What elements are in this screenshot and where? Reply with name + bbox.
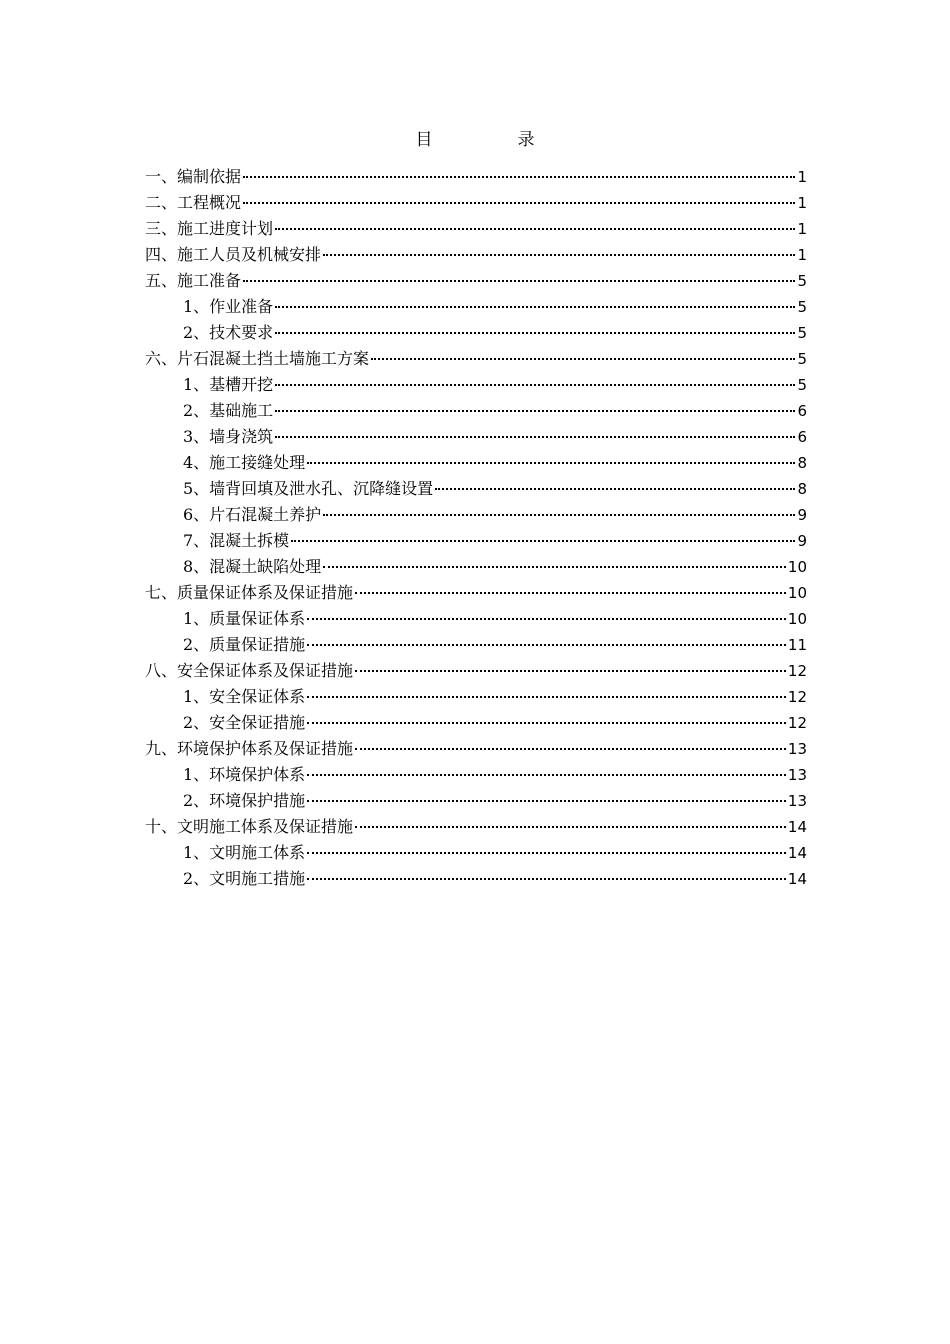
toc-entry-label: 2、基础施工 (183, 401, 274, 420)
toc-entry[interactable] (145, 736, 807, 762)
toc-entry-label: 2、安全保证措施 (183, 713, 306, 732)
toc-entry-label: 2、环境保护措施 (183, 791, 306, 810)
toc-dot-leader (323, 566, 786, 568)
toc-dot-leader (275, 410, 795, 412)
toc-page-number: 10 (787, 610, 807, 628)
toc-entry[interactable] (145, 164, 807, 190)
toc-subentry[interactable] (145, 372, 807, 398)
toc-page-number: 1 (797, 246, 807, 264)
toc-entry[interactable] (145, 658, 807, 684)
toc-subentry[interactable] (145, 398, 807, 424)
toc-page-number: 10 (787, 558, 807, 576)
toc-entry-label: 二、工程概况 (145, 193, 242, 212)
toc-subentry[interactable] (145, 632, 807, 658)
toc-dot-leader (355, 592, 786, 594)
toc-subentry[interactable] (145, 502, 807, 528)
toc-dot-leader (291, 540, 795, 542)
toc-page-number: 14 (787, 818, 807, 836)
toc-dot-leader (275, 332, 795, 334)
toc-subentry[interactable] (145, 528, 807, 554)
toc-page-number: 1 (797, 220, 807, 238)
toc-dot-leader (243, 176, 795, 178)
toc-dot-leader (243, 202, 795, 204)
toc-entry-label: 7、混凝土拆模 (183, 531, 290, 550)
toc-entry-label: 四、施工人员及机械安排 (145, 245, 322, 264)
toc-entry-label: 3、墙身浇筑 (183, 427, 274, 446)
toc-page-number: 13 (787, 792, 807, 810)
toc-dot-leader (307, 878, 786, 880)
toc-page-number: 1 (797, 194, 807, 212)
toc-entry-label: 六、片石混凝土挡土墙施工方案 (145, 349, 370, 368)
toc-dot-leader (355, 670, 786, 672)
toc-entry-label: 1、安全保证体系 (183, 687, 306, 706)
toc-entry-label: 2、文明施工措施 (183, 869, 306, 888)
toc-page-number: 6 (797, 428, 807, 446)
toc-subentry[interactable] (145, 762, 807, 788)
toc-page-number: 14 (787, 870, 807, 888)
toc-entry-label: 十、文明施工体系及保证措施 (145, 817, 354, 836)
toc-page-number: 5 (797, 324, 807, 342)
toc-subentry[interactable] (145, 294, 807, 320)
toc-entry-label: 八、安全保证体系及保证措施 (145, 661, 354, 680)
toc-dot-leader (307, 722, 786, 724)
toc-entry-label: 九、环境保护体系及保证措施 (145, 739, 354, 758)
toc-dot-leader (307, 696, 786, 698)
toc-entry-label: 5、墙背回填及泄水孔、沉降缝设置 (183, 479, 434, 498)
toc-entry-label: 1、环境保护体系 (183, 765, 306, 784)
toc-page-number: 5 (797, 350, 807, 368)
toc-title: 目 录 (415, 130, 569, 150)
toc-page-number: 5 (797, 298, 807, 316)
toc-page-number: 9 (797, 506, 807, 524)
toc-dot-leader (355, 748, 786, 750)
toc-entry-label: 1、基槽开挖 (183, 375, 274, 394)
toc-entry[interactable] (145, 580, 807, 606)
toc-page-number: 12 (787, 662, 807, 680)
toc-subentry[interactable] (145, 554, 807, 580)
toc-page-number: 5 (797, 376, 807, 394)
toc-page-number: 1 (797, 168, 807, 186)
toc-subentry[interactable] (145, 320, 807, 346)
toc-page-number: 8 (797, 480, 807, 498)
toc-dot-leader (307, 618, 786, 620)
toc-subentry[interactable] (145, 450, 807, 476)
toc-dot-leader (323, 514, 795, 516)
toc-entry-label: 1、质量保证体系 (183, 609, 306, 628)
toc-subentry[interactable] (145, 840, 807, 866)
toc-dot-leader (307, 774, 786, 776)
toc-subentry[interactable] (145, 606, 807, 632)
toc-entry[interactable] (145, 242, 807, 268)
toc-page-number: 5 (797, 272, 807, 290)
toc-entry-label: 1、文明施工体系 (183, 843, 306, 862)
toc-entry-label: 8、混凝土缺陷处理 (183, 557, 322, 576)
toc-entry-label: 2、技术要求 (183, 323, 274, 342)
toc-subentry[interactable] (145, 866, 807, 892)
toc-entry-label: 七、质量保证体系及保证措施 (145, 583, 354, 602)
toc-subentry[interactable] (145, 424, 807, 450)
toc-entry-label: 五、施工准备 (145, 271, 242, 290)
toc-dot-leader (435, 488, 795, 490)
toc-dot-leader (275, 436, 795, 438)
toc-page-number: 13 (787, 740, 807, 758)
toc-dot-leader (307, 852, 786, 854)
toc-page-number: 14 (787, 844, 807, 862)
toc-page-number: 12 (787, 688, 807, 706)
toc-dot-leader (355, 826, 786, 828)
toc-entry-label: 2、质量保证措施 (183, 635, 306, 654)
toc-entry[interactable] (145, 190, 807, 216)
toc-entry-label: 6、片石混凝土养护 (183, 505, 322, 524)
toc-page-number: 11 (787, 636, 807, 654)
toc-dot-leader (307, 644, 786, 646)
toc-entry[interactable] (145, 814, 807, 840)
toc-entry[interactable] (145, 346, 807, 372)
toc-dot-leader (371, 358, 795, 360)
toc-entry[interactable] (145, 268, 807, 294)
toc-subentry[interactable] (145, 684, 807, 710)
toc-entry-label: 4、施工接缝处理 (183, 453, 306, 472)
toc-page-number: 13 (787, 766, 807, 784)
toc-entry-label: 一、编制依据 (145, 167, 242, 186)
toc-page-number: 9 (797, 532, 807, 550)
toc-entry[interactable] (145, 216, 807, 242)
toc-subentry[interactable] (145, 476, 807, 502)
toc-entry-label: 1、作业准备 (183, 297, 274, 316)
toc-dot-leader (243, 280, 795, 282)
toc-dot-leader (307, 800, 786, 802)
toc-subentry[interactable] (145, 710, 807, 736)
toc-entry-label: 三、施工进度计划 (145, 219, 274, 238)
toc-dot-leader (275, 228, 795, 230)
toc-dot-leader (275, 384, 795, 386)
toc-dot-leader (323, 254, 795, 256)
toc-dot-leader (275, 306, 795, 308)
toc-dot-leader (307, 462, 795, 464)
toc-page-number: 8 (797, 454, 807, 472)
table-of-contents (145, 164, 807, 892)
toc-page-number: 12 (787, 714, 807, 732)
toc-subentry[interactable] (145, 788, 807, 814)
toc-page-number: 6 (797, 402, 807, 420)
toc-page-number: 10 (787, 584, 807, 602)
